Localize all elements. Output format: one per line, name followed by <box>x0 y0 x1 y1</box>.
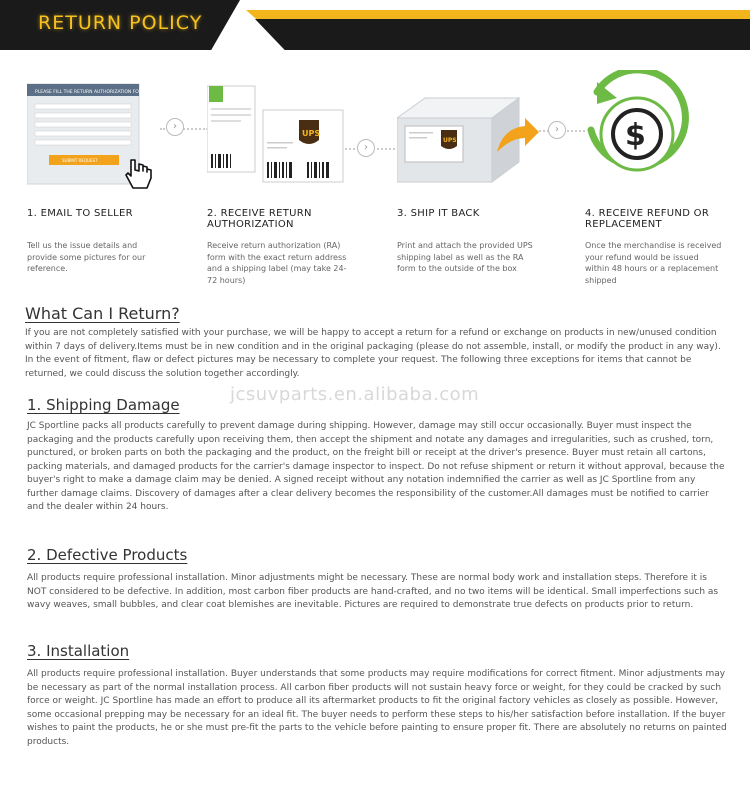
package-illustration <box>397 70 567 200</box>
step-description: Print and attach the provided UPS shipping label as well as the RA form to the outside of the box <box>397 241 533 273</box>
step-title: 4. RECEIVE REFUND OR REPLACEMENT <box>585 208 710 230</box>
step-description: Receive return authorization (RA) form with the exact return address and a shipping label (may take 24-72 hours) <box>207 241 347 285</box>
form-illustration <box>27 70 197 200</box>
step-title: 1. EMAIL TO SELLER <box>27 208 133 219</box>
ups-logo: UPS <box>302 129 321 138</box>
section-paragraph: All products require professional installation. Minor adjustments might be necessary. These are normal body work and installation steps. Therefore it is NOT considered to be defective. In addition, most carbon fiber products are hand-crafted, and no two items will be identical. Small imperfections such as wavy weaves, small bubbles, and clear coat blemishes are inevitable. Pictures are required to demonstrate true defects on products prior to return. <box>27 573 719 610</box>
intro-paragraph: If you are not completely satisfied with your purchase, we will be happy to accept a return for a refund or exchange on products in new/unused condition within 7 days of delivery.Items must be in new condition and in the original packaging (please do not assemble, install, or modify the product in any way). In the event of fitment, flaw or defect pictures may be necessary to complete your request. The following three exceptions for items that cannot be returned, we could discuss the solution together accordingly. <box>25 328 721 379</box>
section-paragraph: All products require professional installation. Buyer understands that some products may require modifications for correct fitment. Minor adjustments may be necessary as part of the normal installation process. All carbon fiber products will not sustain heavy force or weight, for they could be cracked by such force or weight. JC Sportline has made an effort to produce all its aftermarket products to fit the original factory vehicles as closely as possible. However, some occasional prepping may be necessary for an ideal fit. The buyer needs to perform these steps to his/her satisfaction before installation. If the buyer wishes to paint the products, he or she must pre-fit the parts to the vehicle before painting to ensure proper fit. There are absolutely no returns on painted products. <box>27 669 727 747</box>
shipping-label-illustration <box>207 70 377 200</box>
form-submit-label: SUBMIT REQUEST <box>62 158 98 163</box>
return-steps <box>0 60 750 300</box>
page-title: RETURN POLICY <box>38 12 203 34</box>
step-description: Tell us the issue details and provide some pictures for our reference. <box>27 241 146 273</box>
section-heading: 2. Defective Products <box>27 546 188 564</box>
section-heading: 3. Installation <box>27 642 130 660</box>
watermark: jcsuvparts.en.alibaba.com <box>230 384 480 405</box>
section-heading: What Can I Return? <box>25 304 180 323</box>
form-title: PLEASE FILL THE RETURN AUTHORIZATION FORM <box>35 90 146 95</box>
step-title: 2. RECEIVE RETURN AUTHORIZATION <box>207 208 312 230</box>
chevron-right-icon: › <box>166 118 184 136</box>
chevron-right-icon: › <box>548 121 566 139</box>
refund-illustration <box>585 70 750 200</box>
step-title: 3. SHIP IT BACK <box>397 208 480 219</box>
section-paragraph: JC Sportline packs all products carefully to prevent damage during shipping. However, damage may still occur occasionally. Buyer must inspect the packaging and the products carefully upon receiving them, then accept the shipment and notate any damages and irregularities, such as crushed, torn, punctured, or broken parts on both the packaging and the product, on the freight bill or receipt at the driver's presence. Buyer must retain all cartons, packing materials, and damaged products for the carrier's damage inspector to inspect. Do not refuse shipment or return it without approval, because the buyer's right to make a damage claim may be denied. A signed receipt without any notation indemnified the carrier as well as JC Sportline from any further damage claims. Discovery of damages after a clear delivery becomes the responsibility of the customer.All damages must be notified to carrier and the dealer within 24 hours. <box>27 421 725 512</box>
banner-yellow-stripe <box>246 10 750 19</box>
step-description: Once the merchandise is received your refund would be issued within 48 hours or a replacement shipped <box>585 241 722 285</box>
header-banner <box>0 0 750 50</box>
ups-logo: UPS <box>443 137 457 144</box>
dollar-icon: $ <box>625 118 646 153</box>
section-heading: 1. Shipping Damage <box>27 396 180 414</box>
chevron-right-icon: › <box>357 139 375 157</box>
banner-dark-stripe <box>255 19 750 50</box>
